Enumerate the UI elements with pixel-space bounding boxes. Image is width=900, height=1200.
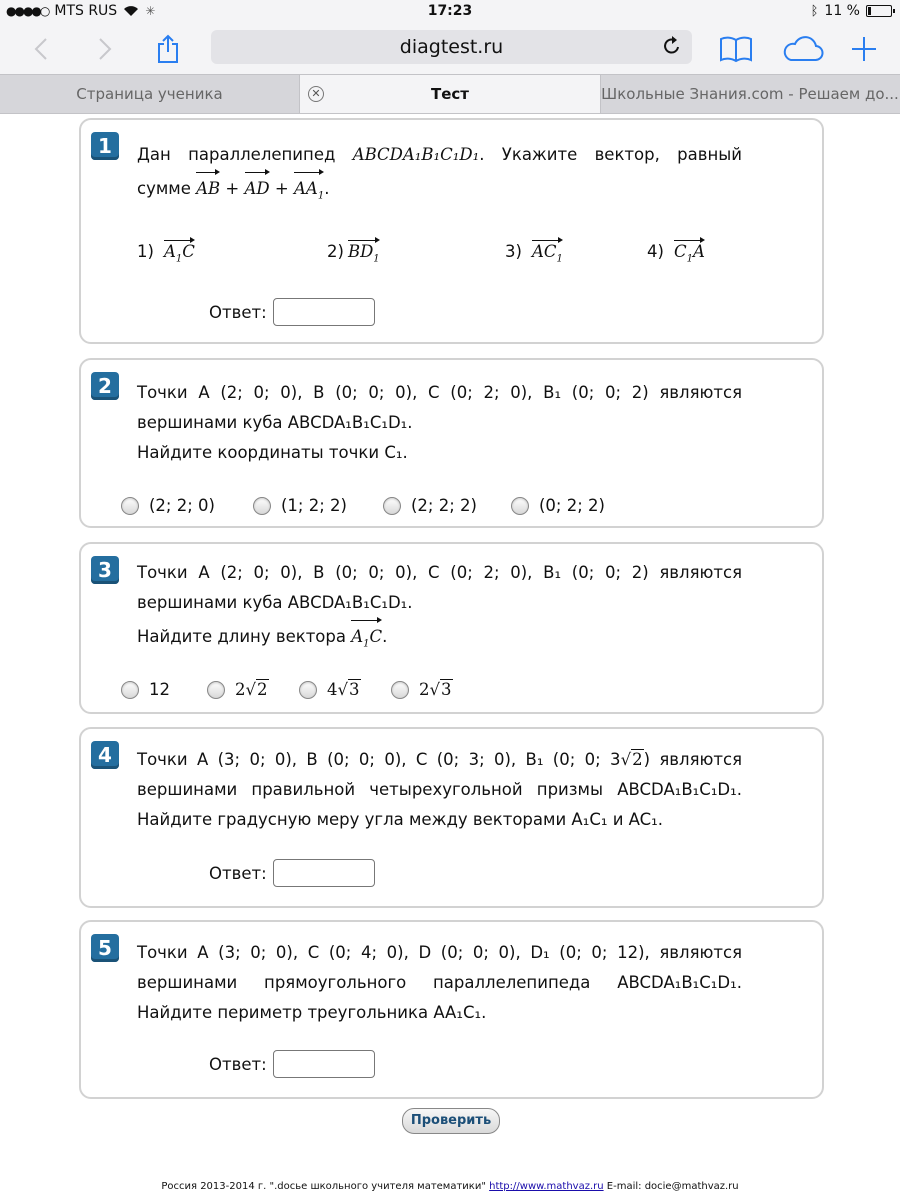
- radio-option-1[interactable]: 12: [121, 680, 170, 699]
- task-text: Точки A (2; 0; 0), B (0; 0; 0), C (0; 2; 0), B₁ (0; 0; 2) являются вершинами куба ABCDA₁B₁C₁D₁. Найдите координаты точки C₁.: [137, 383, 742, 462]
- vector-ab: AB: [196, 170, 220, 204]
- check-button[interactable]: Проверить: [402, 1108, 500, 1134]
- activity-icon: ✳: [145, 4, 156, 18]
- radio-button[interactable]: [391, 681, 409, 699]
- task-2: [79, 358, 824, 528]
- radio-option-2[interactable]: 2√2: [207, 680, 269, 699]
- tab-school-knowledge[interactable]: Школьные Знания.com - Решаем до...: [601, 85, 899, 103]
- bookmarks-icon[interactable]: [718, 24, 754, 74]
- carrier: MTS RUS: [54, 3, 118, 19]
- bluetooth-icon: ᛒ: [810, 3, 819, 19]
- task-number-badge: 3: [91, 556, 119, 584]
- answer-input-4[interactable]: [273, 859, 375, 887]
- radio-button[interactable]: [207, 681, 225, 699]
- radio-button[interactable]: [383, 497, 401, 515]
- option-1: 1) $A_1C$: [137, 238, 195, 264]
- vector-aa1: $AA_1$: [294, 170, 324, 211]
- answer-row: [209, 298, 375, 326]
- back-icon[interactable]: [28, 24, 54, 74]
- radio-button[interactable]: [121, 497, 139, 515]
- radio-option-2[interactable]: (1; 2; 2): [253, 496, 347, 515]
- answer-label: Ответ:: [209, 302, 267, 322]
- battery-icon: [866, 5, 892, 17]
- radio-button[interactable]: [121, 681, 139, 699]
- url-text: diagtest.ru: [399, 36, 504, 58]
- browser-toolbar: [0, 24, 900, 74]
- task-number-badge: 4: [91, 741, 119, 769]
- answer-label: Ответ:: [209, 863, 267, 883]
- radio-option-3[interactable]: (2; 2; 2): [383, 496, 477, 515]
- tab-test[interactable]: ✕ Тест: [299, 75, 601, 113]
- task-number-badge: 2: [91, 372, 119, 400]
- radio-option-4[interactable]: (0; 2; 2): [511, 496, 605, 515]
- vector-ad: AD: [245, 170, 270, 204]
- reload-icon[interactable]: [662, 35, 682, 61]
- radio-button[interactable]: [299, 681, 317, 699]
- task-5: [79, 920, 824, 1099]
- task-number-badge: 5: [91, 934, 119, 962]
- signal-icon: ●●●●○: [6, 4, 49, 18]
- option-2: 2) $BD_1$: [327, 238, 380, 264]
- vector-a1c: $A_1C$: [351, 618, 382, 659]
- answer-input-5[interactable]: [273, 1050, 375, 1078]
- status-bar: [0, 0, 900, 24]
- answer-row: [209, 1050, 375, 1078]
- cloud-tabs-icon[interactable]: [780, 24, 826, 74]
- answer-input-1[interactable]: [273, 298, 375, 326]
- close-tab-icon[interactable]: ✕: [308, 86, 324, 102]
- radio-option-1[interactable]: (2; 2; 0): [121, 496, 215, 515]
- task-1: [79, 118, 824, 344]
- answer-row: [209, 859, 375, 887]
- option-3: 3) $AC_1$: [505, 238, 563, 264]
- task-text: Точки A (3; 0; 0), B (0; 0; 0), C (0; 3; 0), B₁ (0; 0; 3√2) являются вершинами правильной четырехугольной призмы ABCDA₁B₁C₁D₁. Найдите градусную меру угла между векторами A₁C₁ и AC₁.: [137, 750, 742, 829]
- tab-strip: [0, 74, 900, 114]
- radio-option-3[interactable]: 4√3: [299, 680, 361, 699]
- answer-label: Ответ:: [209, 1054, 267, 1074]
- task-text: Дан параллелепипед ABCDA₁B₁C₁D₁. Укажите вектор, равный сумме AB + AD + $AA_1$.: [137, 140, 742, 211]
- option-4: 4) $C_1A$: [647, 238, 705, 264]
- task-number-badge: 1: [91, 132, 119, 160]
- radio-option-4[interactable]: 2√3: [391, 680, 453, 699]
- clock: 17:23: [427, 3, 473, 19]
- forward-icon[interactable]: [92, 24, 118, 74]
- radio-button[interactable]: [253, 497, 271, 515]
- address-bar[interactable]: [211, 30, 692, 64]
- tab-student-page[interactable]: Страница ученика: [76, 85, 223, 103]
- task-text: Точки A (2; 0; 0), B (0; 0; 0), C (0; 2; 0), B₁ (0; 0; 2) являются вершинами куба ABCDA₁B₁C₁D₁. Найдите длину вектора $A_1C$.: [137, 558, 742, 659]
- footer-link[interactable]: http://www.mathvaz.ru: [489, 1181, 604, 1192]
- new-tab-icon[interactable]: [850, 24, 878, 74]
- task-4: [79, 727, 824, 908]
- radio-button[interactable]: [511, 497, 529, 515]
- footer: Россия 2013-2014 г. ".docье школьного учителя математики" http://www.mathvaz.ru E-mail: docie@mathvaz.ru: [161, 1181, 739, 1192]
- task-3: [79, 542, 824, 714]
- task-text: Точки A (3; 0; 0), C (0; 4; 0), D (0; 0; 0), D₁ (0; 0; 12), являются вершинами прямоугольного параллелепипеда ABCDA₁B₁C₁D₁. Найдите периметр треугольника AA₁C₁.: [137, 943, 742, 1022]
- share-icon[interactable]: [152, 24, 184, 74]
- battery-percent: 11 %: [824, 3, 860, 19]
